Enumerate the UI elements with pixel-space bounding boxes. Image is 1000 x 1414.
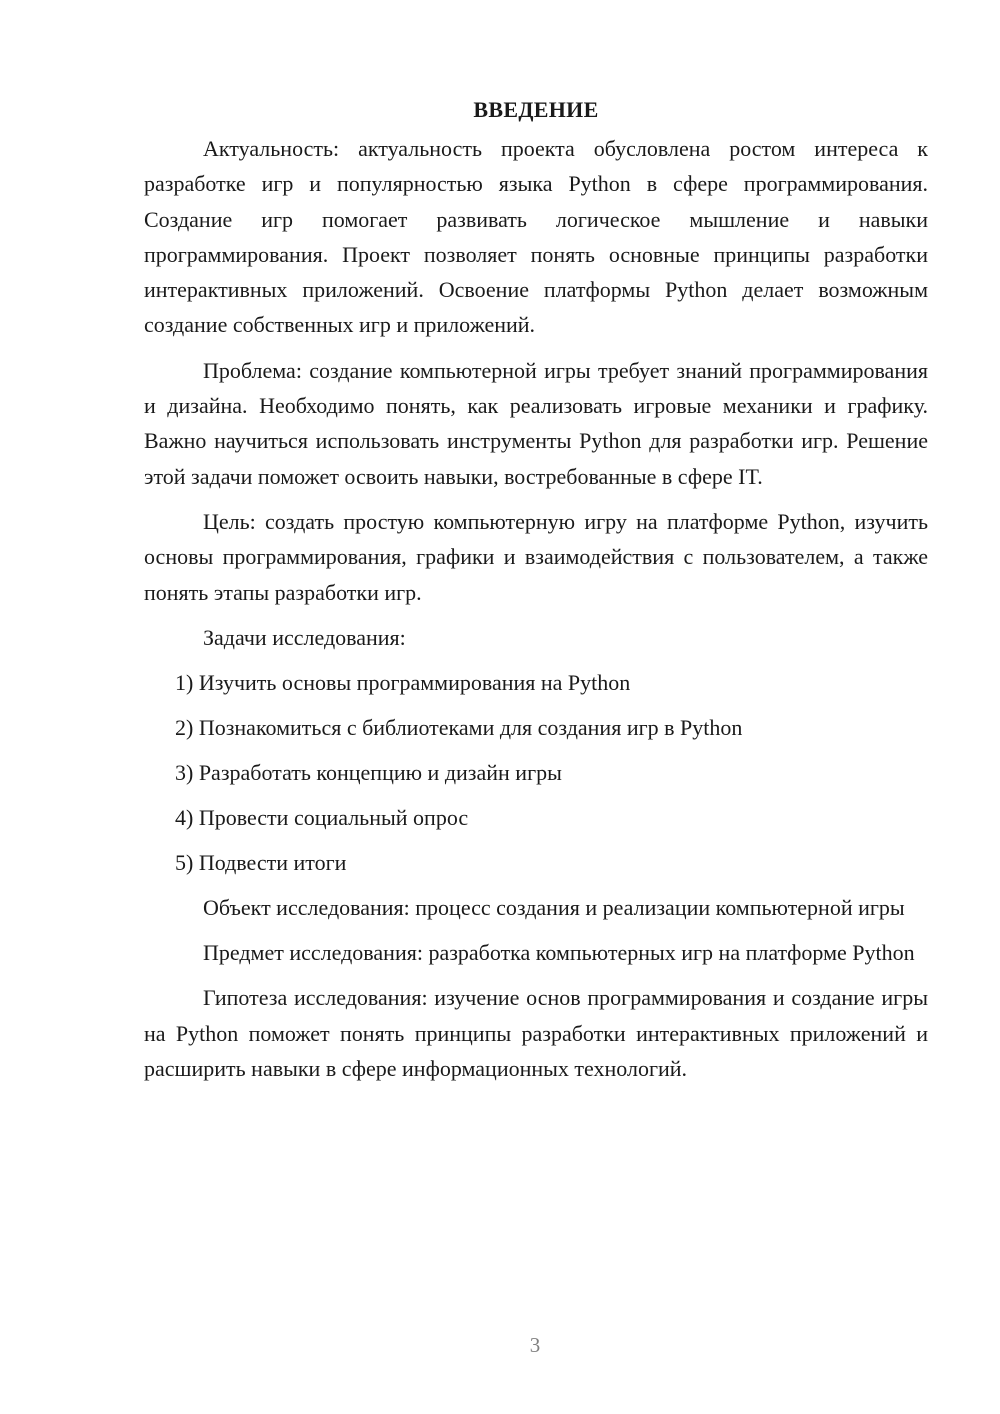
- task-item: 4) Провести социальный опрос: [175, 804, 469, 830]
- document-page: [144, 92, 928, 1096]
- page-title: ВВЕДЕНИЕ: [473, 97, 599, 122]
- problem-paragraph: Проблема: создание компьютерной игры требует знаний программирования и дизайна. Необходимо понять, как реализовать игровые механики и графику. Важно научиться использовать инструменты Python для разработки игр. Решение этой задачи поможет освоить навыки, востребованные в сфере IT.: [144, 357, 928, 489]
- tasks-heading: Задачи исследования:: [203, 624, 406, 650]
- relevance-paragraph: Актуальность: актуальность проекта обусловлена ростом интереса к разработке игр и популярностью языка Python в сфере программирования. Создание игр помогает развивать логическое мышление и навыки программирования. Проект позволяет понять основные принципы разработки интерактивных приложений. Освоение платформы Python делает возможным создание собственных игр и приложений.: [144, 136, 928, 338]
- task-item: 2) Познакомиться с библиотеками для создания игр в Python: [175, 714, 743, 740]
- task-item: 3) Разработать концепцию и дизайн игры: [175, 759, 562, 785]
- task-list: [144, 665, 928, 880]
- goal-paragraph: Цель: создать простую компьютерную игру на платформе Python, изучить основы программирования, графики и взаимодействия с пользователем, а также понять этапы разработки игр.: [144, 508, 928, 605]
- hypothesis-paragraph: Гипотеза исследования: изучение основ программирования и создание игры на Python поможет понять принципы разработки интерактивных приложений и расширить навыки в сфере информационных технологий.: [144, 985, 928, 1082]
- task-item: 5) Подвести итоги: [175, 849, 347, 875]
- subject-paragraph: Предмет исследования: разработка компьютерных игр на платформе Python: [203, 940, 915, 966]
- page-number: 3: [529, 1333, 541, 1357]
- object-paragraph: Объект исследования: процесс создания и реализации компьютерной игры: [203, 894, 905, 920]
- task-item: 1) Изучить основы программирования на Python: [175, 669, 631, 695]
